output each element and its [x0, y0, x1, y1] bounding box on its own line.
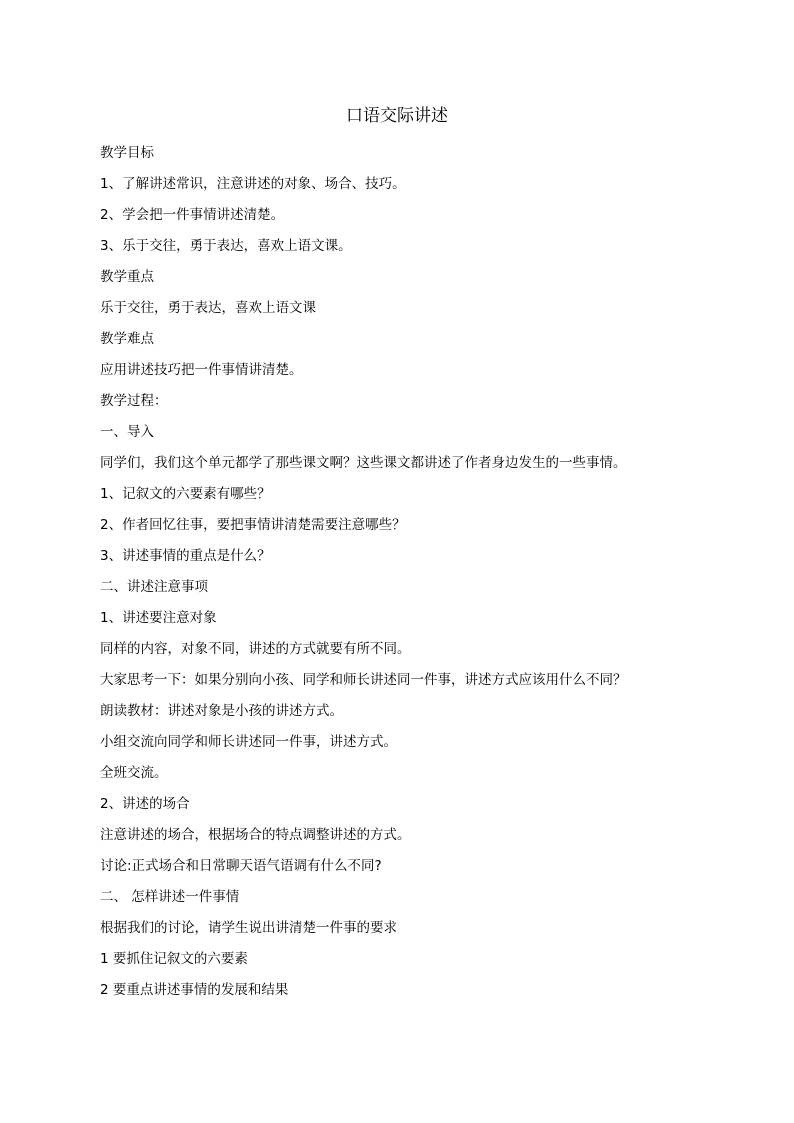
text-line: 乐于交往，勇于表达，喜欢上语文课	[100, 300, 316, 316]
text-line: 2 要重点讲述事情的发展和结果	[100, 982, 289, 998]
text-line: 讨论:正式场合和日常聊天语气语调有什么不同?	[100, 858, 382, 874]
text-line: 小组交流向同学和师长讲述同一件事，讲述方式。	[100, 734, 397, 750]
document-body	[100, 142, 740, 1010]
text-line: 1 要抓住记叙文的六要素	[100, 951, 248, 967]
text-line: 根据我们的讨论，请学生说出讲清楚一件事的要求	[100, 920, 397, 936]
text-line: 同样的内容，对象不同，讲述的方式就要有所不同。	[100, 641, 411, 657]
text-line: 教学过程：	[100, 393, 168, 409]
text-line: 二、 怎样讲述一件事情	[100, 889, 240, 905]
text-line: 1、了解讲述常识，注意讲述的对象、场合、技巧。	[100, 176, 406, 192]
text-line: 3、讲述事情的重点是什么？	[100, 548, 271, 564]
text-line: 应用讲述技巧把一件事情讲清楚。	[100, 362, 303, 378]
text-line: 2、作者回忆往事，要把事情讲清楚需要注意哪些？	[100, 517, 406, 533]
text-line: 朗读教材：讲述对象是小孩的讲述方式。	[100, 703, 343, 719]
text-line: 大家思考一下：如果分别向小孩、同学和师长讲述同一件事，讲述方式应该用什么不同？	[100, 672, 627, 688]
text-line: 2、讲述的场合	[100, 796, 190, 812]
text-line: 全班交流。	[100, 765, 168, 781]
text-line: 1、记叙文的六要素有哪些？	[100, 486, 271, 502]
text-line: 同学们，我们这个单元都学了那些课文啊？这些课文都讲述了作者身边发生的一些事情。	[100, 455, 627, 471]
text-line: 二、讲述注意事项	[100, 579, 208, 595]
text-line: 教学重点	[100, 269, 154, 285]
text-line: 教学目标	[100, 145, 154, 161]
text-line: 3、乐于交往，勇于表达，喜欢上语文课。	[100, 238, 352, 254]
text-line: 教学难点	[100, 331, 154, 347]
document-title: 口语交际讲述	[346, 106, 448, 126]
text-line: 一、导入	[100, 424, 154, 440]
text-line: 1、讲述要注意对象	[100, 610, 217, 626]
text-line: 2、学会把一件事情讲述清楚。	[100, 207, 285, 223]
text-line: 注意讲述的场合，根据场合的特点调整讲述的方式。	[100, 827, 411, 843]
